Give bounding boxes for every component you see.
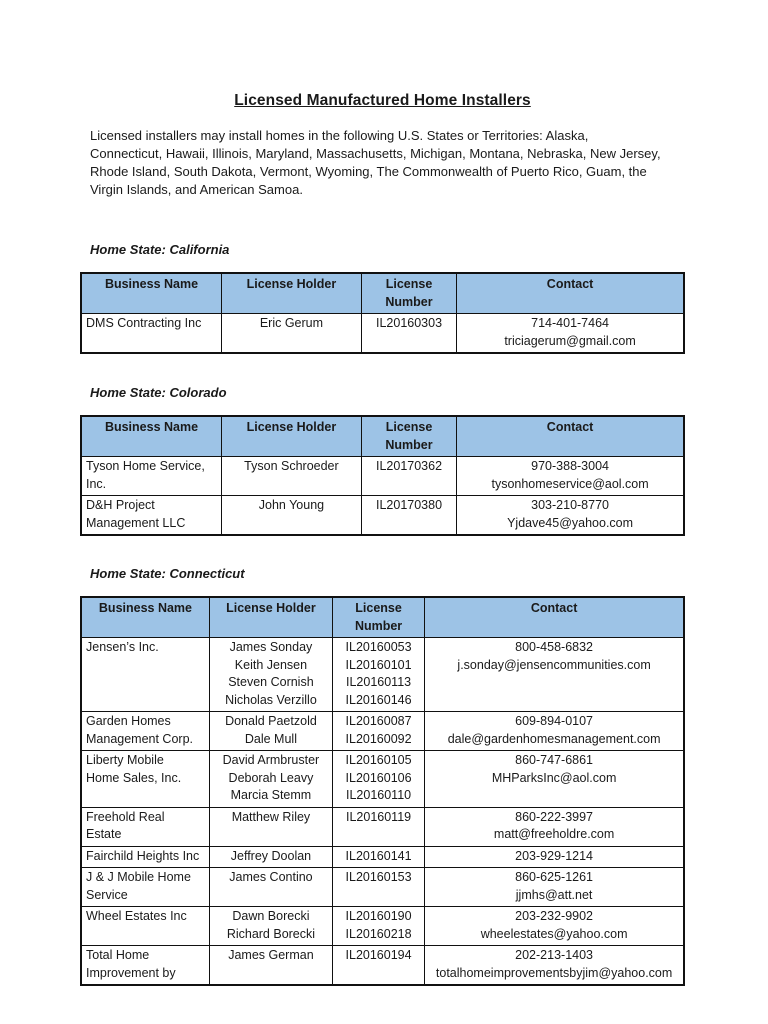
license-holder-cell — [209, 946, 332, 986]
column-header-license-holder: License Holder — [209, 597, 332, 638]
license-number-cell — [332, 846, 424, 868]
table-row — [81, 868, 684, 907]
license-number-cell-line: IL20160087 — [345, 714, 412, 728]
contact-cell-line: MHParksInc@aol.com — [491, 770, 617, 785]
license-number-cell-line: IL20170362 — [375, 459, 443, 473]
business-name-cell — [81, 846, 209, 868]
table-header-row — [81, 273, 684, 314]
license-holder-cell-line: James German — [228, 948, 314, 962]
business-name-cell-line: D&H Project — [86, 498, 155, 512]
license-number-cell — [361, 457, 456, 496]
business-name-cell-line: Freehold Real — [86, 809, 165, 824]
contact-cell-line: matt@freeholdre.com — [493, 827, 615, 841]
license-number-cell-line: IL20160153 — [345, 870, 412, 884]
section-heading-colorado: Home State: Colorado — [90, 385, 227, 400]
contact-cell-line: 303-210-8770 — [531, 498, 609, 512]
business-name-cell-line: Total Home — [86, 948, 150, 962]
license-holder-cell-line: John Young — [258, 498, 325, 512]
contact-cell-line: 203-929-1214 — [515, 848, 594, 863]
license-number-cell — [332, 751, 424, 808]
license-number-cell — [332, 807, 424, 846]
license-holder-cell — [209, 868, 332, 907]
contact-cell-line: j.sonday@jensencommunities.com — [457, 657, 651, 672]
license-holder-cell-line: Steven Cornish — [228, 675, 314, 689]
contact-cell — [425, 807, 684, 846]
business-name-cell-line: Management LLC — [86, 515, 186, 530]
business-name-cell-line: J & J Mobile Home — [86, 870, 191, 884]
section-colorado — [80, 385, 685, 536]
business-name-cell — [81, 314, 221, 354]
license-number-cell-line: IL20160105 — [345, 753, 412, 767]
license-number-cell — [361, 314, 456, 354]
installers-table-colorado — [80, 415, 685, 536]
business-name-cell — [81, 868, 209, 907]
license-holder-cell — [221, 457, 361, 496]
column-header-contact: Contact — [425, 597, 684, 638]
column-header-license-number: License Number — [361, 416, 456, 457]
table-row — [81, 712, 684, 751]
license-holder-cell — [221, 314, 361, 354]
business-name-cell-line: Home Sales, Inc. — [86, 770, 182, 785]
license-number-cell-line: IL20160303 — [375, 316, 443, 330]
license-number-cell — [332, 907, 424, 946]
table-row — [81, 846, 684, 868]
license-holder-cell-line: Richard Borecki — [226, 926, 316, 941]
business-name-cell — [81, 807, 209, 846]
contact-cell-line: 970-388-3004 — [531, 459, 609, 473]
contact-cell-line: 609-894-0107 — [515, 714, 594, 728]
license-holder-cell-line: Dale Mull — [244, 731, 297, 746]
column-header-business-name: Business Name — [81, 273, 221, 314]
license-holder-cell-line: Donald Paetzold — [225, 714, 317, 728]
column-header-business-name: Business Name — [81, 597, 209, 638]
table-row — [81, 807, 684, 846]
license-number-cell — [332, 946, 424, 986]
contact-cell — [425, 638, 684, 712]
business-name-cell-line: Estate — [86, 827, 122, 841]
business-name-cell — [81, 457, 221, 496]
contact-cell-line: wheelestates@yahoo.com — [480, 926, 628, 941]
license-number-cell-line: IL20170380 — [375, 498, 443, 512]
license-holder-cell-line: Deborah Leavy — [228, 770, 314, 785]
section-connecticut — [80, 566, 685, 986]
business-name-cell-line: Garden Homes — [86, 714, 171, 728]
license-holder-cell — [209, 907, 332, 946]
contact-cell-line: Yjdave45@yahoo.com — [507, 515, 634, 530]
license-number-cell-line: IL20160119 — [346, 809, 412, 824]
section-heading-california: Home State: California — [90, 242, 230, 257]
license-number-cell-line: IL20160146 — [345, 692, 412, 707]
business-name-cell-line: DMS Contracting Inc — [86, 316, 202, 330]
license-holder-cell-line: Keith Jensen — [234, 657, 308, 672]
business-name-cell-line: Service — [86, 887, 128, 902]
intro-paragraph: Licensed installers may install homes in the following U.S. States or Territories: Alaska, Connecticut, Hawaii, Illinois, Maryland, Massachusetts, Michigan, Montana, Nebraska, New Jersey, Rhode Island, South Dakota, Vermont, Wyoming, The Commonwealth of Puerto Rico, Guam, the Virgin Islands, and American Samoa. — [90, 128, 661, 197]
contact-cell-line: 860-747-6861 — [515, 753, 594, 767]
license-number-cell — [361, 496, 456, 536]
document-title: Licensed Manufactured Home Installers — [234, 92, 531, 109]
license-holder-cell — [209, 638, 332, 712]
license-number-cell-line: IL20160141 — [345, 848, 412, 863]
contact-cell — [425, 846, 684, 868]
license-holder-cell — [221, 496, 361, 536]
license-holder-cell-line: Matthew Riley — [231, 809, 311, 824]
column-header-contact: Contact — [457, 273, 684, 314]
table-header-row — [81, 416, 684, 457]
table-row — [81, 457, 684, 496]
column-header-license-holder: License Holder — [221, 416, 361, 457]
license-holder-cell — [209, 807, 332, 846]
business-name-cell-line: Fairchild Heights Inc — [86, 848, 200, 863]
contact-cell — [425, 751, 684, 808]
license-number-cell-line: IL20160218 — [345, 926, 412, 941]
license-number-cell-line: IL20160092 — [345, 731, 412, 746]
business-name-cell — [81, 946, 209, 986]
contact-cell-line: 202-213-1403 — [515, 948, 594, 962]
column-header-license-holder: License Holder — [221, 273, 361, 314]
column-header-license-number: License Number — [332, 597, 424, 638]
contact-cell — [425, 712, 684, 751]
contact-cell-line: tysonhomeservice@aol.com — [491, 476, 649, 491]
contact-cell-line: dale@gardenhomesmanagement.com — [447, 731, 661, 746]
contact-cell — [425, 868, 684, 907]
license-holder-cell-line: James Contino — [229, 870, 313, 884]
business-name-cell-line: Management Corp. — [86, 731, 194, 746]
business-name-cell-line: Tyson Home Service, — [86, 459, 205, 473]
license-number-cell-line: IL20160053 — [345, 640, 412, 654]
contact-cell-line: 714-401-7464 — [531, 316, 609, 330]
column-header-business-name: Business Name — [81, 416, 221, 457]
license-number-cell — [332, 712, 424, 751]
table-row — [81, 638, 684, 712]
business-name-cell-line: Wheel Estates Inc — [86, 909, 187, 923]
license-holder-cell-line: James Sonday — [229, 640, 313, 654]
contact-cell-line: 860-222-3997 — [515, 809, 594, 824]
contact-cell-line: jjmhs@att.net — [515, 887, 593, 902]
contact-cell — [457, 496, 684, 536]
contact-cell — [457, 314, 684, 354]
license-holder-cell-line: Eric Gerum — [259, 316, 324, 330]
section-heading-connecticut: Home State: Connecticut — [90, 566, 245, 581]
business-name-cell-line: Liberty Mobile — [86, 753, 164, 767]
license-holder-cell-line: David Armbruster — [222, 753, 320, 767]
license-holder-cell-line: Jeffrey Doolan — [230, 848, 312, 863]
table-row — [81, 907, 684, 946]
contact-cell-line: 203-232-9902 — [515, 909, 594, 923]
column-header-contact: Contact — [457, 416, 684, 457]
business-name-cell — [81, 907, 209, 946]
contact-cell-line: 860-625-1261 — [515, 870, 594, 884]
business-name-cell — [81, 496, 221, 536]
table-row — [81, 751, 684, 808]
license-number-cell-line: IL20160113 — [346, 675, 412, 689]
contact-cell — [457, 457, 684, 496]
license-number-cell-line: IL20160106 — [345, 770, 412, 785]
license-holder-cell-line: Marcia Stemm — [230, 788, 312, 802]
table-row — [81, 314, 684, 354]
license-number-cell-line: IL20160194 — [345, 948, 412, 962]
license-number-cell — [332, 868, 424, 907]
license-number-cell-line: IL20160190 — [345, 909, 412, 923]
contact-cell — [425, 907, 684, 946]
business-name-cell — [81, 712, 209, 751]
license-holder-cell-line: Tyson Schroeder — [244, 459, 339, 473]
contact-cell — [425, 946, 684, 986]
section-california — [80, 242, 685, 354]
table-header-row — [81, 597, 684, 638]
business-name-cell-line: Improvement by — [86, 965, 176, 980]
license-number-cell-line: IL20160110 — [346, 788, 412, 802]
business-name-cell — [81, 751, 209, 808]
business-name-cell — [81, 638, 209, 712]
license-number-cell — [332, 638, 424, 712]
installers-table-connecticut — [80, 596, 685, 986]
license-holder-cell-line: Dawn Borecki — [232, 909, 310, 923]
license-holder-cell-line: Nicholas Verzillo — [225, 692, 317, 707]
installers-table-california — [80, 272, 685, 354]
contact-cell-line: 800-458-6832 — [515, 640, 594, 654]
license-holder-cell — [209, 751, 332, 808]
table-row — [81, 946, 684, 986]
column-header-license-number: License Number — [361, 273, 456, 314]
license-number-cell-line: IL20160101 — [345, 657, 412, 672]
business-name-cell-line: Inc. — [86, 476, 107, 491]
license-holder-cell — [209, 846, 332, 868]
contact-cell-line: triciagerum@gmail.com — [504, 333, 636, 348]
license-holder-cell — [209, 712, 332, 751]
table-row — [81, 496, 684, 536]
contact-cell-line: totalhomeimprovementsbyjim@yahoo.com — [435, 965, 673, 980]
business-name-cell-line: Jensen’s Inc. — [86, 640, 159, 654]
